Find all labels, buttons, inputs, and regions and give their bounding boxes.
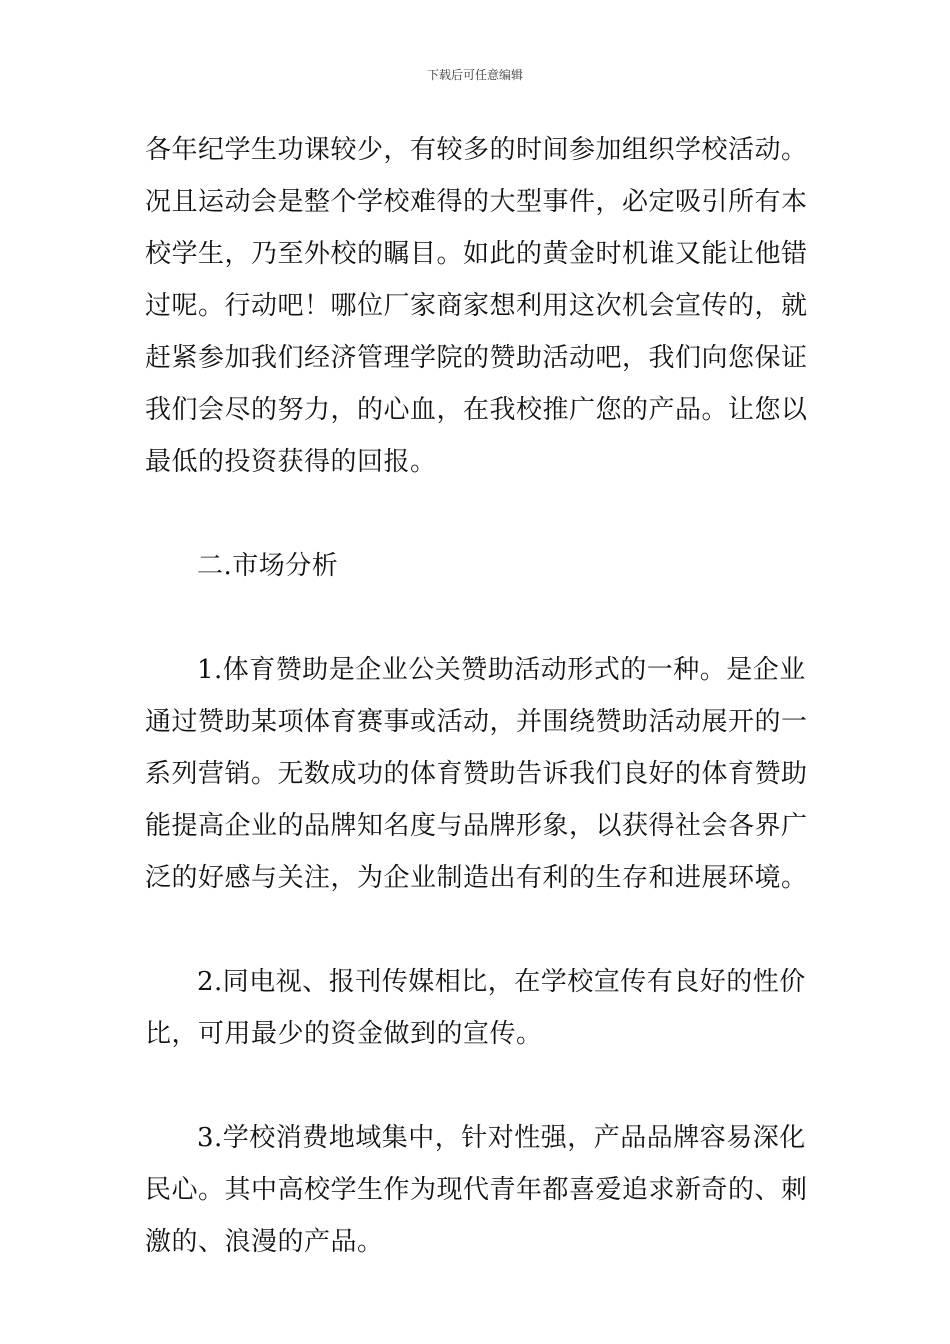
paragraph-point-3 bbox=[145, 1112, 810, 1268]
text-line: 各年纪学生功课较少，有较多的时间参加组织学校活动。 bbox=[145, 135, 808, 165]
text-line: 民心。其中高校学生作为现代青年都喜爱追求新奇的、刺 bbox=[145, 1175, 808, 1205]
header-note: 下载后可任意编辑 bbox=[426, 68, 523, 82]
text-line: 系列营销。无数成功的体育赞助告诉我们良好的体育赞助 bbox=[145, 759, 808, 789]
text-line: 能提高企业的品牌知名度与品牌形象，以获得社会各界广 bbox=[145, 811, 808, 841]
text-line: 1.体育赞助是企业公关赞助活动形式的一种。是企业 bbox=[197, 655, 806, 685]
text-line: 过呢。行动吧！哪位厂家商家想利用这次机会宣传的，就 bbox=[145, 291, 808, 321]
text-line: 最低的投资获得的回报。 bbox=[145, 447, 437, 477]
section-heading: 二.市场分析 bbox=[197, 551, 339, 581]
text-line: 我们会尽的努力，的心血，在我校推广您的产品。让您以 bbox=[145, 395, 808, 425]
text-line: 泛的好感与关注，为企业制造出有利的生存和进展环境。 bbox=[145, 863, 808, 893]
text-line: 校学生，乃至外校的瞩目。如此的黄金时机谁又能让他错 bbox=[145, 239, 808, 269]
document-body bbox=[145, 124, 810, 1268]
paragraph-gap bbox=[145, 488, 810, 540]
paragraph-gap bbox=[145, 1060, 810, 1112]
text-line: 况且运动会是整个学校难得的大型事件，必定吸引所有本 bbox=[145, 187, 808, 217]
paragraph-gap bbox=[145, 904, 810, 956]
text-line: 3.学校消费地域集中，针对性强，产品品牌容易深化 bbox=[197, 1123, 806, 1153]
paragraph-gap bbox=[145, 592, 810, 644]
paragraph-point-1 bbox=[145, 644, 810, 904]
text-line: 赶紧参加我们经济管理学院的赞助活动吧，我们向您保证 bbox=[145, 343, 808, 373]
text-line: 比，可用最少的资金做到的宣传。 bbox=[145, 1019, 543, 1049]
paragraph-point-2 bbox=[145, 956, 810, 1060]
text-line: 2.同电视、报刊传媒相比，在学校宣传有良好的性价 bbox=[197, 967, 806, 997]
text-line: 通过赞助某项体育赛事或活动，并围绕赞助活动展开的一 bbox=[145, 707, 808, 737]
paragraph-intro bbox=[145, 124, 810, 488]
text-line: 激的、浪漫的产品。 bbox=[145, 1227, 384, 1257]
